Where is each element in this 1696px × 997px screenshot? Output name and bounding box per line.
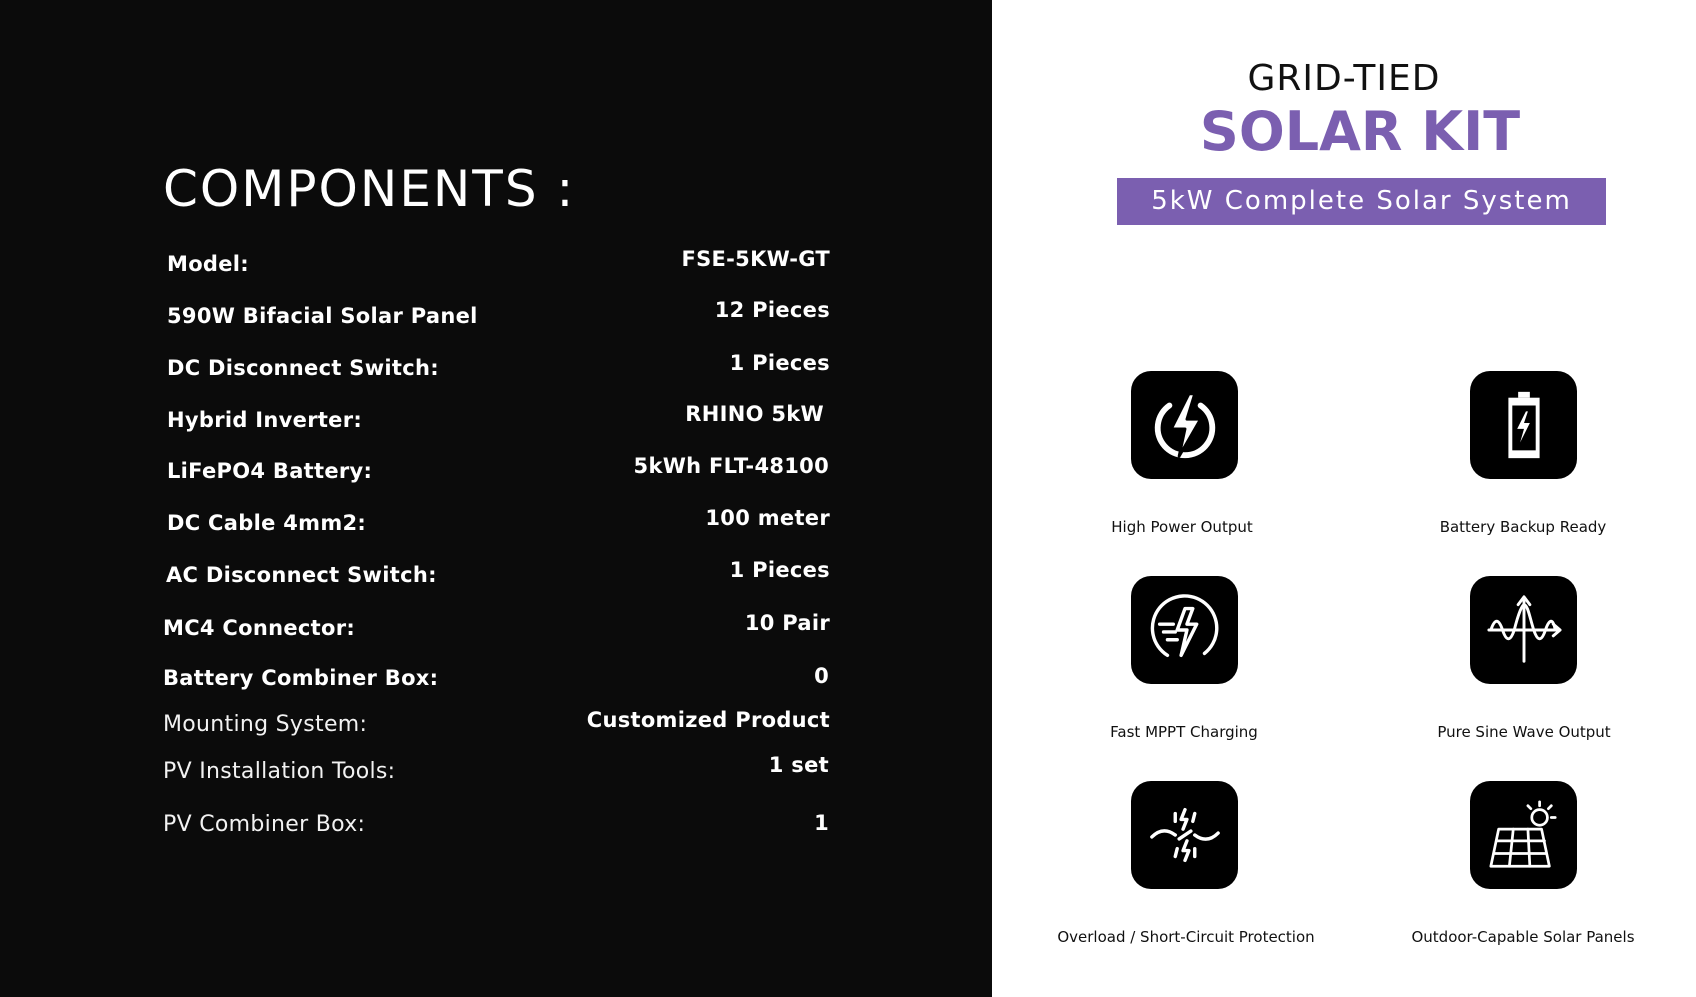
spec-row-mc4: [0, 611, 992, 644]
fast-charge-icon: [1131, 576, 1238, 684]
spec-row-tools: [0, 753, 992, 787]
spec-label: DC Disconnect Switch:: [167, 356, 439, 380]
spec-value: FSE-5KW-GT: [681, 247, 830, 271]
feature-label: Pure Sine Wave Output: [1437, 723, 1611, 741]
spec-label: 590W Bifacial Solar Panel: [167, 304, 478, 328]
spec-row-battery: [0, 454, 992, 488]
feature-label: Battery Backup Ready: [1439, 518, 1607, 536]
spec-value: 100 meter: [705, 506, 830, 530]
spec-value: 1 Pieces: [729, 558, 830, 582]
spec-value: 1: [814, 811, 829, 835]
lightning-power-icon: [1131, 371, 1238, 479]
sine-wave-icon: [1470, 576, 1577, 684]
spec-row-ac-disconnect: [0, 558, 992, 592]
spec-label: Hybrid Inverter:: [167, 408, 363, 432]
battery-icon: [1470, 371, 1577, 479]
header-solar-kit: SOLAR KIT: [1199, 100, 1521, 163]
spec-label: Model:: [167, 252, 249, 276]
spec-label: DC Cable 4mm2:: [167, 511, 367, 535]
feature-label: High Power Output: [1111, 518, 1253, 536]
spec-row-model: [0, 247, 992, 280]
spec-label: LiFePO4 Battery:: [167, 459, 373, 483]
spec-row-dc-disconnect: [0, 351, 992, 384]
spec-label: MC4 Connector:: [163, 616, 356, 640]
feature-label: Overload / Short-Circuit Protection: [1057, 928, 1315, 946]
spec-row-dc-cable: [0, 506, 992, 540]
spec-label: AC Disconnect Switch:: [166, 563, 437, 587]
subtitle-banner: 5kW Complete Solar System: [1117, 178, 1606, 225]
feature-label: Fast MPPT Charging: [1110, 723, 1258, 741]
spec-row-pv-combiner: [0, 810, 992, 840]
header-grid-tied: GRID-TIED: [1247, 58, 1441, 99]
spec-value: RHINO 5kW: [685, 402, 824, 426]
spec-value: 12 Pieces: [714, 298, 830, 322]
solar-panel-icon: [1470, 781, 1577, 889]
spec-row-battery-combiner: [0, 664, 992, 694]
spec-value: 1 set: [768, 753, 829, 777]
spec-value: 10 Pair: [744, 611, 830, 635]
spec-value: Customized Product: [586, 708, 830, 732]
spec-value: 5kWh FLT-48100: [633, 454, 829, 478]
feature-label: Outdoor-Capable Solar Panels: [1411, 928, 1635, 946]
spec-label: Battery Combiner Box:: [163, 666, 439, 690]
spec-row-solar-panel: [0, 298, 992, 332]
spec-value: 1 Pieces: [729, 351, 830, 375]
spec-row-mounting: [0, 710, 992, 740]
spec-value: 0: [814, 664, 829, 688]
spec-label: PV Installation Tools:: [163, 759, 396, 784]
spec-row-inverter: [0, 402, 992, 436]
spec-label: Mounting System:: [163, 712, 368, 737]
short-circuit-icon: [1131, 781, 1238, 889]
spec-label: PV Combiner Box:: [163, 812, 366, 837]
components-title: COMPONENTS :: [163, 160, 576, 218]
